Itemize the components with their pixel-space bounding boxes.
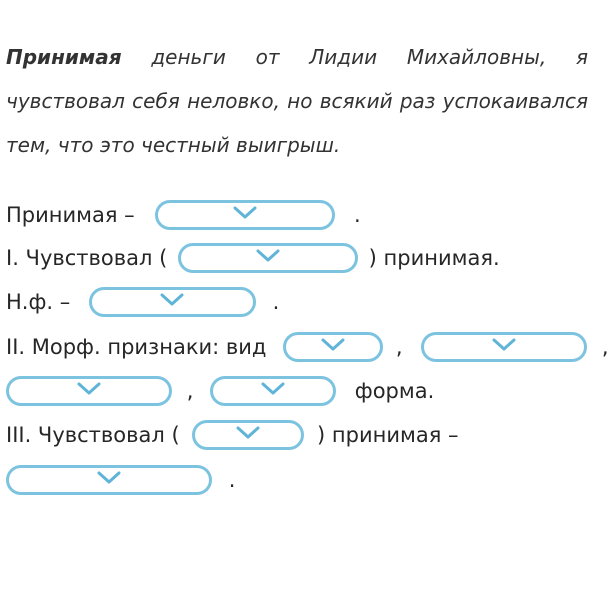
sentence-text: деньги от Лидии Михайловны, я чувствовал себя неловко, но всякий раз успокаивался тем, что это честный выигрыш. xyxy=(6,45,588,157)
aspect-dropdown[interactable] xyxy=(283,332,383,362)
row-end: . xyxy=(228,468,236,492)
row-end: ) принимая. xyxy=(368,246,500,270)
row-question-2 xyxy=(6,414,459,454)
comma: , xyxy=(395,335,403,359)
row-features-cont xyxy=(6,370,434,410)
row-end: форма. xyxy=(354,379,435,403)
question-dropdown-1[interactable] xyxy=(178,243,358,273)
chevron-down-icon xyxy=(236,426,260,440)
row-label: Н.ф. – xyxy=(6,290,71,314)
row-morph-features xyxy=(6,326,609,366)
chevron-down-icon xyxy=(233,206,257,220)
row-label: Принимая – xyxy=(6,203,135,227)
row-end: . xyxy=(354,203,361,227)
row-label: I. Чувствовал ( xyxy=(6,246,168,270)
row-role xyxy=(6,459,235,499)
question-dropdown-2[interactable] xyxy=(192,420,304,450)
chevron-down-icon xyxy=(492,338,516,352)
chevron-down-icon xyxy=(261,382,285,396)
role-dropdown[interactable] xyxy=(6,465,212,495)
feature-dropdown-3[interactable] xyxy=(6,376,172,406)
task-sentence xyxy=(6,35,588,167)
row-initial-form xyxy=(6,281,279,321)
row-label: III. Чувствовал ( xyxy=(6,423,180,447)
chevron-down-icon xyxy=(160,293,184,307)
comma: , xyxy=(186,379,194,403)
row-end: ) принимая – xyxy=(317,423,459,447)
initial-form-dropdown[interactable] xyxy=(89,287,256,317)
chevron-down-icon xyxy=(256,249,280,263)
row-end: . xyxy=(272,290,280,314)
feature-dropdown-2[interactable] xyxy=(421,332,587,362)
comma: , xyxy=(601,335,609,359)
chevron-down-icon xyxy=(97,471,121,485)
row-label: II. Морф. признаки: вид xyxy=(6,335,267,359)
feature-dropdown-4[interactable] xyxy=(210,376,336,406)
participle-dropdown[interactable] xyxy=(155,200,335,230)
row-participle xyxy=(6,194,361,234)
row-question-1 xyxy=(6,237,500,277)
highlighted-word: Принимая xyxy=(6,45,122,69)
chevron-down-icon xyxy=(77,382,101,396)
chevron-down-icon xyxy=(321,338,345,352)
